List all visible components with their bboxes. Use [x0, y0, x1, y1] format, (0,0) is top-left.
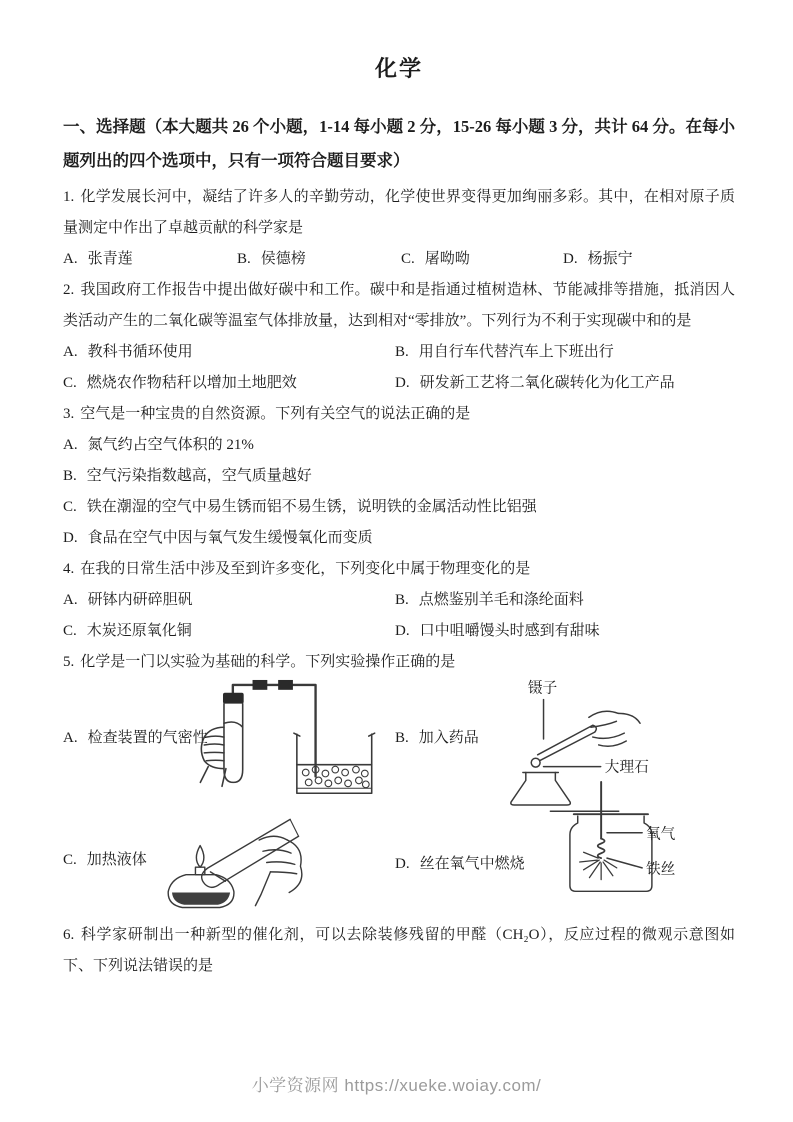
question-1-option-d: [563, 244, 735, 275]
figure-iron-wire-burning: [521, 782, 693, 904]
question-4-option-b: [395, 585, 735, 616]
question-3-text: [63, 399, 735, 430]
footer-watermark: 小学资源网 https://xueke.woiay.com/: [251, 1076, 542, 1095]
question-4-text: [63, 554, 735, 585]
question-body: 空气是一种宝贵的自然资源。下列有关空气的说法正确的是: [80, 406, 471, 422]
option-label: C.: [63, 499, 77, 515]
question-2-option-c: [63, 368, 395, 399]
question-5-option-b: [395, 726, 479, 747]
option-label: D.: [63, 530, 78, 546]
option-label: A.: [63, 592, 78, 608]
option-text: 燃烧农作物秸秆以增加土地肥效: [86, 375, 297, 391]
option-label: C.: [63, 375, 77, 391]
question-1-text: [63, 182, 735, 244]
option-text: 空气污染指数越高，空气质量越好: [86, 468, 312, 484]
question-5-option-c: [63, 848, 147, 869]
option-label: C.: [63, 852, 77, 868]
question-1-option-a: [63, 244, 237, 275]
option-text: 屠呦呦: [424, 251, 470, 267]
question-2-option-a: [63, 337, 395, 368]
option-label: A.: [63, 344, 78, 360]
question-1-option-b: [237, 244, 401, 275]
option-text: 木炭还原氧化铜: [86, 623, 192, 639]
option-text: 检查装置的气密性: [87, 730, 208, 746]
option-text: 张青莲: [87, 251, 133, 267]
option-text: 铁在潮湿的空气中易生锈而铝不易生锈，说明铁的金属活动性比铝强: [86, 499, 537, 515]
option-text: 用自行车代替汽车上下班出行: [418, 344, 614, 360]
option-label: B.: [63, 468, 77, 484]
question-4-option-a: [63, 585, 395, 616]
question-1: [63, 182, 735, 275]
oxygen-label: 氧气: [646, 826, 676, 843]
option-label: A.: [63, 730, 78, 746]
question-2-option-d: [395, 368, 735, 399]
question-2: [63, 275, 735, 399]
question-4-options: [63, 585, 735, 647]
question-3-option-a: [63, 430, 735, 461]
option-text: 点燃鉴别羊毛和涤纶面料: [418, 592, 584, 608]
option-label: C.: [401, 251, 415, 267]
option-label: D.: [395, 623, 410, 639]
option-text: 丝在氧气中燃烧: [419, 856, 525, 872]
question-number: 4.: [63, 561, 75, 577]
question-body: 我国政府工作报告中提出做好碳中和工作。碳中和是指通过植树造林、节能减排等措施，抵消因人类活动产生的二氧化碳等温室气体排放量，达到相对“零排放”。下列行为不利于实现碳中和的是: [63, 282, 735, 329]
question-number: 2.: [63, 282, 75, 298]
option-text: 研钵内研碎胆矾: [87, 592, 193, 608]
option-label: B.: [395, 730, 409, 746]
option-label: B.: [395, 344, 409, 360]
option-label: B.: [395, 592, 409, 608]
option-label: C.: [63, 623, 77, 639]
question-body: 在我的日常生活中涉及至到许多变化，下列变化中属于物理变化的是: [80, 561, 531, 577]
tweezers-label: 镊子: [527, 680, 558, 697]
figure-heat-liquid: [143, 810, 321, 915]
option-text: 教科书循环使用: [87, 344, 193, 360]
question-3-option-d: [63, 523, 735, 554]
question-number: 6.: [63, 927, 75, 943]
option-label: D.: [395, 856, 410, 872]
option-text: 口中咀嚼馒头时感到有甜味: [419, 623, 600, 639]
question-5-figure-row-2: [63, 808, 735, 920]
question-body: 化学发展长河中，凝结了许多人的辛勤劳动，化学使世界变得更加绚丽多彩。其中，在相对原子质量测定中作出了卓越贡献的科学家是: [63, 189, 735, 236]
question-3: [63, 399, 735, 554]
question-4: [63, 554, 735, 647]
option-text: 食品在空气中因与氧气发生缓慢氧化而变质: [87, 530, 373, 546]
option-label: D.: [395, 375, 410, 391]
question-1-options: [63, 244, 735, 275]
option-text: 研发新工艺将二氧化碳转化为化工产品: [419, 375, 675, 391]
page-title: 化学: [374, 56, 423, 81]
question-3-option-c: [63, 492, 735, 523]
question-6-text: [63, 920, 735, 982]
question-number: 5.: [63, 654, 75, 670]
question-3-option-b: [63, 461, 735, 492]
question-2-option-b: [395, 337, 735, 368]
question-body: 化学是一门以实验为基础的科学。下列实验操作正确的是: [80, 654, 456, 670]
figure-airtightness-check: [195, 678, 380, 808]
option-label: B.: [237, 251, 251, 267]
option-label: A.: [63, 437, 78, 453]
question-5-option-a: [63, 726, 208, 747]
section-header: 一、选择题（本大题共 26 个小题，1-14 每小题 2 分，15-26 每小题 3 分，共计 64 分。在每小题列出的四个选项中，只有一项符合题目要求）: [63, 117, 735, 170]
question-6: [63, 920, 735, 982]
question-number: 1.: [63, 189, 75, 205]
option-text: 加入药品: [418, 730, 479, 746]
option-text: 氮气约占空气体积的 21%: [87, 437, 254, 453]
option-text: 杨振宁: [587, 251, 633, 267]
question-5-option-d: [395, 852, 525, 873]
marble-label: 大理石: [604, 759, 649, 776]
option-label: A.: [63, 251, 78, 267]
iron-wire-label: 铁丝: [646, 861, 676, 878]
option-label: D.: [563, 251, 578, 267]
option-text: 加热液体: [86, 852, 147, 868]
question-2-options: [63, 337, 735, 399]
question-4-option-c: [63, 616, 395, 647]
question-5: [63, 647, 735, 920]
question-number: 3.: [63, 406, 75, 422]
question-5-text: [63, 647, 735, 678]
question-2-text: [63, 275, 735, 337]
question-1-option-c: [401, 244, 563, 275]
option-text: 侯德榜: [260, 251, 306, 267]
question-body: 科学家研制出一种新型的催化剂，可以去除装修残留的甲醛（CH₂O），反应过程的微观示意图如下、下列说法错误的是: [63, 927, 735, 974]
question-4-option-d: [395, 616, 735, 647]
